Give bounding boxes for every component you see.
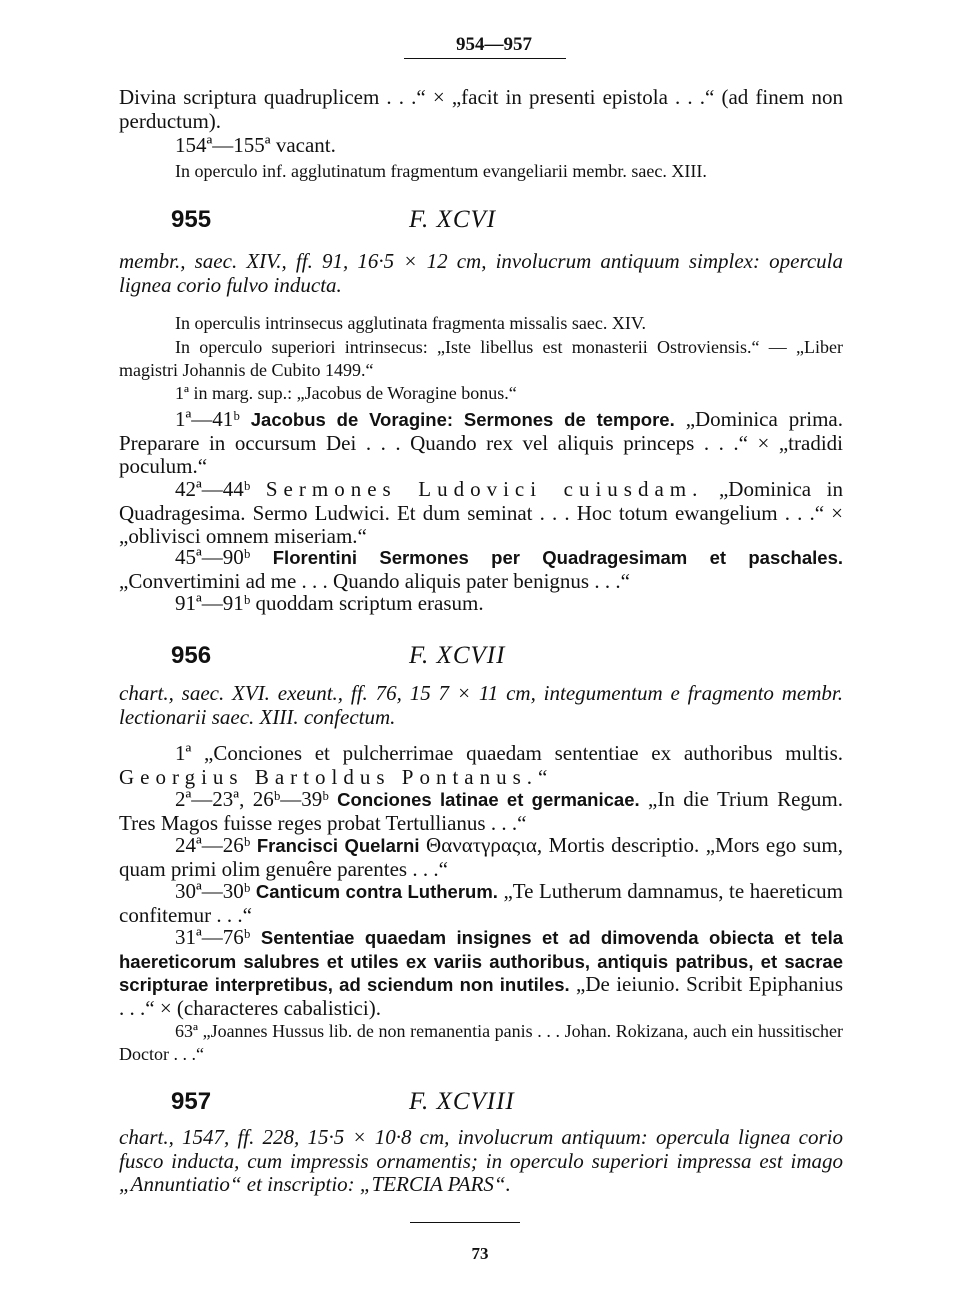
item-text: „De ieiunio. Scribit Epiphanius . . .“ × (characteres cabalistici).: [119, 972, 843, 1020]
item-title: Jacobus de Voragine: Sermones de tempore.: [250, 409, 675, 430]
item-title: Francisci Quelarni: [256, 835, 420, 856]
e956-item-3: [119, 834, 843, 881]
e954-vacant: 154ª—155ª vacant.: [175, 133, 336, 157]
folio-ref: 2ª—23ª, 26ᵇ—39ᵇ: [175, 787, 329, 811]
e954-incipit: Divina scriptura quadruplicem . . .“ × „facit in presenti epistola . . .“ (ad finem non perductum).: [119, 85, 843, 133]
item-text: Θανατγραςια, Mortis descriptio. „Mors ego sum, quam primi olim genuêre parentes . . .“: [119, 833, 843, 881]
header-rule: [404, 58, 566, 59]
e955-item-3: [119, 546, 843, 593]
e956-item-4: [119, 880, 843, 927]
item-title: Florentini Sermones per Quadragesimam et paschales.: [272, 547, 843, 568]
shelfmark: F. XCVI: [409, 206, 497, 233]
folio-ref: 30ª—30ᵇ: [175, 879, 251, 903]
e956-description: chart., saec. XVI. exeunt., ff. 76, 15 7 × 11 cm, integumentum e fragmento membr. lectionarii saec. XIII. confectum.: [119, 681, 843, 729]
e956-item-6: 63ª „Joannes Hussus lib. de non remanentia panis . . . Johan. Rokizana, auch ein hussitischer Doctor . . .“: [119, 1021, 843, 1064]
e955-note-2: In operculo superiori intrinsecus: „Iste libellus est monasterii Ostroviensis.“ — „Liber magistri Johannis de Cubito 1499.“: [119, 337, 843, 380]
shelfmark: F. XCVII: [409, 642, 506, 669]
author-name: Georgius Bartoldus Pontanus.“: [119, 764, 554, 789]
e955-item-1: [119, 408, 843, 479]
entry-number: 957: [171, 1088, 212, 1115]
entry-955-header: [119, 206, 843, 246]
e955-item-4: 91ª—91ᵇ quoddam scriptum erasum.: [175, 591, 484, 615]
e956-item-1: [119, 742, 843, 789]
item-text: „Dominica in Quadragesima. Sermo Ludwici. Et dum seminat . . . Hoc totum ewangelium . . .“ × „oblivisci omnem miseriam.“: [119, 477, 844, 548]
entry-957-header: [119, 1088, 843, 1128]
item-title: Sententiae quaedam insignes et ad dimovenda obiecta et tela haereticorum salubres et utiles ex variis authoribus, antiquis patribus, et sacrae scripturae interpretibus, ad sciendum non inutiles.: [119, 927, 844, 995]
item-text: „Dominica prima. Preparare in occursum Dei . . . Quando rex vel aliquis princeps . . .“ × „tradidi poculum.“: [119, 407, 844, 478]
running-head: 954—957: [456, 34, 532, 55]
e955-note-3: 1ª in marg. sup.: „Jacobus de Woragine bonus.“: [175, 383, 517, 403]
folio-ref: 24ª—26ᵇ: [175, 833, 251, 857]
end-rule: [410, 1222, 520, 1223]
e955-description: membr., saec. XIV., ff. 91, 16·5 × 12 cm, involucrum antiquum simplex: opercula lignea corio fulvo inducta.: [119, 249, 843, 297]
e957-description: chart., 1547, ff. 228, 15·5 × 10·8 cm, involucrum antiquum: opercula lignea corio fusco inducta, cum impressis ornamentis; in operculo superiori impressa est imago „Annuntiatio“ et inscriptio: „TERCIA PARS“.: [119, 1125, 843, 1196]
folio-ref: 1ª—41ᵇ: [175, 407, 240, 431]
e954-note: In operculo inf. agglutinatum fragmentum evangeliarii membr. saec. XIII.: [175, 161, 707, 181]
entry-number: 956: [171, 642, 212, 669]
item-title: Canticum contra Lutherum.: [255, 881, 498, 902]
item-title: Conciones latinae et germanicae.: [337, 789, 640, 810]
entry-number: 955: [171, 206, 212, 233]
item-text: „In die Trium Regum. Tres Magos fuisse reges probat Tertullianus . . .“: [119, 787, 844, 835]
e956-item-5: [119, 926, 843, 1020]
e955-item-2: [119, 478, 843, 549]
folio-ref: 45ª—90ᵇ: [175, 545, 251, 569]
item-text: „Te Lutherum damnamus, te haereticum confitemur . . .“: [119, 879, 844, 927]
page-number: 73: [471, 1244, 489, 1263]
item-text: „Convertimini ad me . . . Quando aliquis pater benignus . . .“: [119, 568, 630, 593]
item-title: Sermones Ludovici cuiusdam.: [265, 477, 704, 501]
e955-note-1: In operculis intrinsecus agglutinata fragmenta missalis saec. XIV.: [175, 313, 647, 333]
e956-item-2: [119, 788, 843, 835]
shelfmark: F. XCVIII: [409, 1088, 515, 1115]
folio-ref: 42ª—44ᵇ: [175, 477, 251, 501]
entry-956-header: [119, 642, 843, 682]
folio-ref: 31ª—76ᵇ: [175, 925, 251, 949]
item-text: 1ª „Conciones et pulcherrimae quaedam sententiae ex authoribus multis.: [175, 741, 843, 765]
